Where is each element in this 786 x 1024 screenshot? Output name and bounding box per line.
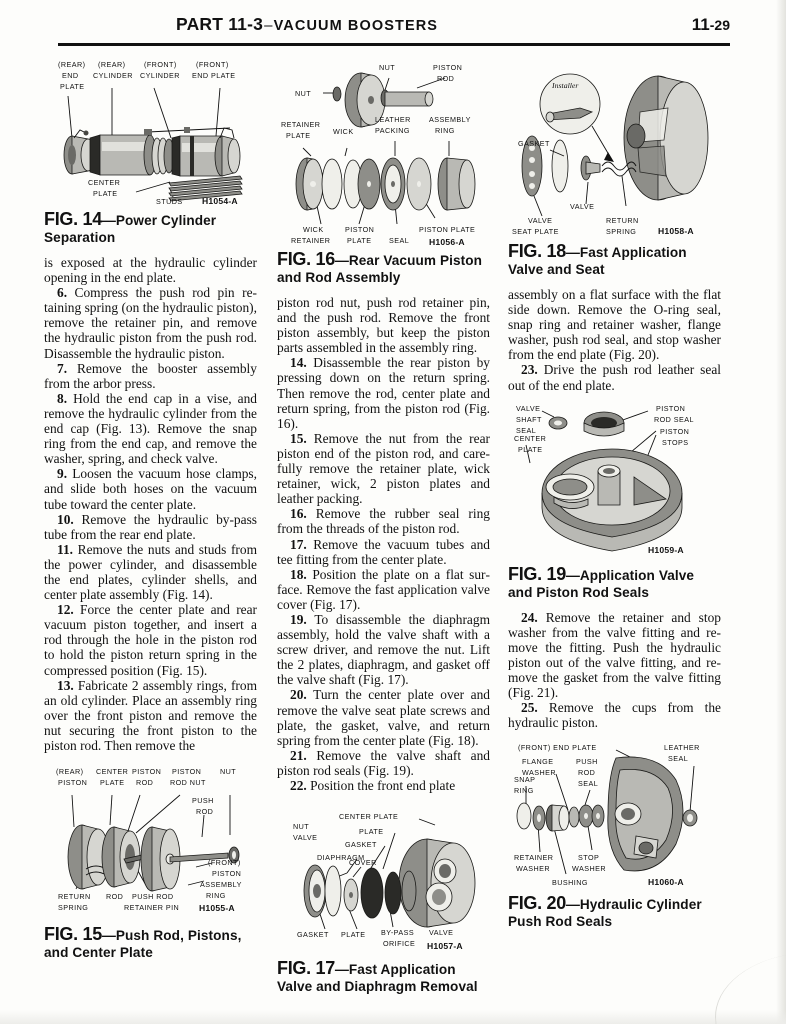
fig18-label-2: VALVE (528, 216, 553, 225)
fig14-label-6: CYLINDER (140, 71, 180, 80)
fig16-label-1: NUT (379, 63, 396, 72)
col2-step-0 (277, 355, 490, 430)
figure-20-caption (508, 895, 721, 930)
fig16-label-2: PISTON (433, 63, 463, 72)
header-rule (58, 43, 730, 46)
figure-19-illustration (508, 401, 721, 561)
col2-step-6-num: 20. (290, 687, 307, 703)
col1-step-4-text: Remove the hydraulic by-pass tube from the rear end plate. (44, 511, 257, 542)
fig20-label-13: WASHER (572, 864, 606, 874)
fig19-number: FIG. 19 (508, 563, 566, 584)
fig19-label-6: STOPS (662, 437, 689, 447)
fig15-label-13: ASSEMBLY (200, 880, 242, 890)
header-title (176, 14, 438, 35)
fig17-code: H1057-A (427, 941, 463, 952)
fig16-code: H1056-A (429, 237, 465, 246)
folio-sep: - (709, 17, 715, 33)
col1-step-1-text: Remove the booster assembly from the arbor press. (44, 360, 257, 391)
fig19-dash: — (565, 566, 580, 583)
fig14-label-11: STUDS (156, 197, 183, 206)
fig17-label-2: GASKET (345, 840, 377, 850)
col1-step-5 (44, 542, 257, 602)
page-number (692, 15, 730, 35)
figure-17-caption (277, 960, 490, 995)
col3-continued-paragraph: assembly on a flat surface with the flat side down. Remove the O-ring seal, snap ring and retainer washer, flange washer, push rod seal, and stop washer from the end plate (Fig. 20). (508, 287, 721, 363)
fig16-label-15: SEAL (389, 236, 410, 245)
col2-step-1-text: Remove the nut from the rear piston end of the piston rod, and carefully remove the retainer plate, wick retainer, wick, 2 piston plates and leather packing. (277, 430, 490, 507)
fig19-code: H1059-A (648, 544, 684, 555)
fig18-title: Fast Application Valve and Seat (508, 245, 687, 277)
fig18-label-3: SEAT PLATE (512, 227, 559, 236)
fig14-label-10: PLATE (93, 189, 118, 198)
fig16-label-5: PLATE (286, 131, 311, 140)
fig17-label-0: CENTER PLATE (339, 812, 399, 822)
fig18-number: FIG. 18 (508, 241, 566, 261)
fig20-label-10: RETAINER (514, 853, 554, 863)
col1-step-3 (44, 466, 257, 511)
fig14-label-8: END PLATE (192, 71, 236, 80)
col1-step-2-num: 8. (57, 390, 68, 406)
fig18-label-5: SPRING (606, 227, 637, 236)
fig20-label-8: SNAP (514, 775, 536, 785)
figure-14 (44, 56, 257, 246)
fig20-label-14: BUSHING (552, 878, 588, 888)
fig19-label-1: SHAFT (516, 414, 542, 424)
column-2-body (277, 295, 490, 793)
fig15-label-9: PUSH (192, 796, 214, 806)
page-header (58, 14, 730, 48)
fig15-label-15: RETURN (58, 892, 91, 902)
fig17-label-1: PLATE (359, 827, 384, 837)
col2-step-3 (277, 537, 490, 567)
col2-step-4-text: Position the plate on a flat surface. Remove the fast application valve cover (Fig. 17). (277, 566, 490, 612)
col1-step-6-text: Force the center plate and rear vacuum piston together, and insert a rod through the hole in the piston rod to hold the piston return spring in the compressed position (Fig. 15). (44, 602, 257, 678)
fig15-label-14: RING (206, 891, 226, 901)
fig19-label-8: PLATE (518, 444, 543, 454)
fig15-label-11: (FRONT) (208, 858, 241, 868)
fig14-code: H1054-A (202, 196, 238, 206)
fig16-number: FIG. 16 (277, 249, 335, 269)
fig16-label-10: RING (435, 126, 455, 135)
col3-step-23-text: Drive the push rod leather seal out of the end plate. (508, 362, 721, 393)
fig20-label-7: SEAL (578, 779, 599, 789)
figure-18 (508, 56, 721, 278)
fig19-label-7: CENTER (514, 433, 547, 443)
fig20-code: H1060-A (648, 877, 684, 888)
col1-step-2 (44, 391, 257, 466)
col3-step-24-num: 24. (521, 609, 538, 625)
fig14-label-1: END (62, 71, 79, 80)
fig17-dash: — (334, 961, 349, 978)
col2-step-0-num: 14. (290, 355, 307, 371)
fig20-label-2: SEAL (668, 754, 689, 764)
figure-18-illustration (508, 56, 721, 238)
col2-step-6-text: Turn the center plate over and remove the valve seat plate screws and plate, the gasket, valve, and return spring from the center plate (Fig. 18). (277, 687, 491, 748)
figure-16-caption (277, 251, 490, 286)
col1-step-2-text: Hold the end cap in a vise, and remove the hydraulic cylinder from the end cap (Fig. 13). Remove the snap ring from the end cap, and remove the washer, spring, and check valve. (44, 390, 257, 467)
fig16-label-16: PISTON PLATE (419, 225, 476, 234)
fig17-label-4: NUT (293, 822, 310, 832)
fig14-number: FIG. 14 (44, 209, 102, 229)
fig14-dash: — (101, 212, 116, 228)
fig20-label-12: STOP (578, 853, 600, 863)
fig18-label-0: GASKET (518, 139, 550, 148)
fig17-title: Fast Application Valve and Diaphragm Removal (277, 962, 478, 995)
col2-step-4-num: 18. (290, 566, 307, 582)
col1-step-5-text: Remove the nuts and studs from the power cylinder, and disassemble the end plates, cylinder shells, and center plate assembly (Fig. 14). (44, 541, 257, 603)
fig16-label-7: LEATHER (375, 115, 411, 124)
fig18-code: H1058-A (658, 226, 694, 236)
figure-16 (277, 56, 490, 286)
col2-step-6 (277, 687, 490, 747)
fig20-label-5: PUSH (576, 757, 598, 767)
column-1 (44, 56, 257, 961)
column-1-body (44, 255, 257, 753)
fig15-dash: — (101, 927, 116, 944)
header-section-title: VACUUM BOOSTERS (273, 18, 439, 34)
fig15-title: Push Rod, Pistons, and Center Plate (44, 928, 242, 961)
fig20-title: Hydraulic Cylinder Push Rod Seals (508, 897, 702, 930)
col3-step-24 (508, 610, 721, 701)
figure-20-illustration (508, 740, 721, 890)
col2-step-2-text: Remove the rubber seal ring from the threads of the piston rod. (277, 506, 490, 537)
fig15-label-1: PISTON (58, 778, 88, 788)
scan-edge-bottom (0, 1010, 786, 1024)
col1-step-4-num: 10. (57, 511, 74, 527)
fig15-code: H1055-A (199, 903, 235, 914)
fig16-label-9: ASSEMBLY (429, 115, 471, 124)
col1-continued-paragraph: is exposed at the hydraulic cylinder opening in the end plate. (44, 255, 257, 286)
fig18-label-1: VALVE (570, 202, 595, 211)
fig17-label-11: VALVE (429, 928, 454, 938)
col2-step-4 (277, 567, 490, 612)
fig17-label-5: VALVE (293, 833, 318, 843)
fig20-label-11: WASHER (516, 864, 550, 874)
fig16-dash: — (334, 252, 349, 268)
fig20-label-0: (FRONT) END PLATE (518, 743, 597, 753)
col2-step-7-text: Remove the valve shaft and piston rod seals (Fig. 19). (277, 747, 490, 778)
col2-step-1 (277, 431, 490, 506)
col1-step-7-text: Fabricate 2 assembly rings, from an old cylinder. Place an assembly ring over the front piston and remove the nut securing the front piston to the piston rod. Then remove the (44, 677, 257, 753)
figure-17 (277, 805, 490, 995)
header-dash: – (264, 17, 273, 34)
scan-edge-right (776, 0, 786, 1024)
col2-step-5-num: 19. (290, 611, 307, 627)
fig16-label-0: NUT (295, 89, 312, 98)
fig15-label-2: CENTER (96, 767, 129, 777)
fig16-title: Rear Vacuum Piston and Rod Assembly (277, 253, 483, 285)
col2-step-1-num: 15. (290, 430, 307, 446)
col1-step-4 (44, 512, 257, 542)
col1-step-0-text: Compress the push rod pin retaining spring (on the hydraulic piston), remove the retainer pin, and remove the hydraulic piston from the push rod. Disassemble the hydraulic piston. (44, 285, 257, 361)
col1-step-1 (44, 361, 257, 391)
col2-step-2-num: 16. (290, 506, 307, 522)
col1-step-3-text: Loosen the vacuum hose clamps, and slide both hoses on the vacuum tube toward the center plate. (44, 466, 257, 512)
fig15-label-7: ROD NUT (170, 778, 206, 788)
fig20-label-3: FLANGE (522, 757, 554, 767)
fig19-label-0: VALVE (516, 403, 541, 413)
fig14-label-7: (FRONT) (196, 60, 229, 69)
fig16-label-4: RETAINER (281, 120, 321, 129)
fig15-label-6: PISTON (172, 767, 202, 777)
fig17-label-10: ORIFICE (383, 939, 416, 949)
fig15-label-4: PISTON (132, 767, 162, 777)
fig17-label-9: BY-PASS (381, 928, 415, 938)
col2-step-8-num: 22. (290, 778, 307, 793)
figure-15-illustration (44, 763, 257, 921)
figure-14-caption (44, 211, 257, 246)
fig15-label-17: ROD (106, 892, 124, 902)
fig15-label-5: ROD (136, 778, 154, 788)
header-part-label: PART 11-3 (176, 14, 264, 34)
col1-step-6-num: 12. (57, 602, 74, 618)
fig16-label-8: PACKING (375, 126, 410, 135)
folio-sub: 29 (714, 17, 730, 33)
fig16-label-13: PISTON (345, 225, 375, 234)
fig17-label-7: GASKET (297, 930, 329, 940)
figure-17-illustration (277, 805, 490, 955)
col1-step-6 (44, 602, 257, 677)
fig17-label-6: COVER (349, 858, 377, 868)
fig19-label-2: SEAL (516, 425, 537, 435)
figure-20 (508, 740, 721, 930)
fig16-label-12: RETAINER (291, 236, 331, 245)
fig15-label-3: PLATE (100, 778, 125, 788)
fig15-label-8: NUT (220, 767, 237, 777)
fig15-label-12: PISTON (212, 869, 242, 879)
column-2 (277, 56, 490, 995)
fig20-label-9: RING (514, 786, 534, 796)
col1-step-3-num: 9. (57, 466, 68, 482)
col2-step-5-text: To disassemble the diaphragm assembly, hold the valve shaft with a screw driver, and remove the nut. Lift the 2 plates, diaphragm, and gasket off the valve shaft (Fig. 17). (277, 611, 490, 688)
fig20-dash: — (565, 896, 580, 913)
figure-19-caption (508, 563, 721, 601)
fig15-number: FIG. 15 (44, 924, 102, 945)
fig17-number: FIG. 17 (277, 958, 335, 979)
page-curl (711, 953, 786, 1024)
fig14-label-2: PLATE (60, 82, 85, 91)
fig20-label-6: ROD (578, 768, 596, 778)
fig18-installer-label: Installer (552, 81, 579, 90)
fig18-dash: — (565, 244, 580, 260)
fig14-title: Power Cylinder Separation (44, 213, 217, 245)
fig14-label-9: CENTER (88, 178, 121, 187)
col3-step-24-text: Remove the retainer and stop washer from the valve fitting and remove the fitting. Push the hydraulic piston out of the valve fitting, and remove the gasket from the valve fitting (Fig. 21). (508, 609, 721, 701)
fig14-label-0: (REAR) (58, 60, 86, 69)
fig15-label-19: RETAINER PIN (124, 903, 180, 913)
col2-step-7-num: 21. (290, 747, 307, 763)
fig17-label-8: PLATE (341, 930, 366, 940)
fig16-label-3: ROD (437, 74, 455, 83)
fig16-label-11: WICK (303, 225, 324, 234)
fig15-label-10: ROD (196, 807, 214, 817)
col3-step-23 (508, 362, 721, 392)
col2-step-8-text: Position the front end plate (310, 778, 456, 793)
col2-step-7 (277, 748, 490, 778)
fig20-number: FIG. 20 (508, 893, 566, 914)
col2-step-3-num: 17. (290, 536, 307, 552)
fig16-label-14: PLATE (347, 236, 372, 245)
fig20-label-4: WASHER (522, 768, 556, 778)
col1-step-1-num: 7. (57, 360, 68, 376)
col1-step-0 (44, 285, 257, 360)
fig19-label-4: ROD SEAL (654, 414, 694, 424)
col2-step-5 (277, 612, 490, 687)
folio-main: 11 (691, 15, 710, 34)
figure-15 (44, 763, 257, 961)
column-3-body-bottom (508, 610, 721, 731)
column-3-body-top (508, 287, 721, 393)
fig20-label-1: LEATHER (664, 743, 700, 753)
col2-step-8 (277, 778, 490, 793)
fig14-label-3: (REAR) (98, 60, 126, 69)
col1-step-7 (44, 678, 257, 753)
fig19-title: Application Valve and Piston Rod Seals (508, 567, 695, 600)
col3-step-25 (508, 700, 721, 730)
col1-step-0-num: 6. (57, 285, 68, 301)
fig17-label-3: DIAPHRAGM (317, 853, 365, 863)
figure-19 (508, 401, 721, 601)
fig14-label-4: CYLINDER (93, 71, 133, 80)
col2-step-0-text: Disassemble the rear piston by pressing down on the return spring. Then remove the rod, center plate and return spring, from the piston rod (Fig. 16). (277, 355, 490, 431)
fig16-label-6: WICK (333, 127, 354, 136)
fig15-label-18: PUSH ROD (132, 892, 174, 902)
col3-step-25-num: 25. (521, 700, 538, 716)
col3-step-25-text: Remove the cups from the hydraulic piston. (508, 700, 721, 731)
fig19-label-5: PISTON (660, 426, 690, 436)
fig15-label-0: (REAR) (56, 767, 84, 777)
col1-step-5-num: 11. (57, 541, 73, 557)
figure-15-caption (44, 926, 257, 961)
figure-16-illustration (277, 56, 490, 246)
col2-step-2 (277, 506, 490, 536)
fig18-label-4: RETURN (606, 216, 639, 225)
figure-18-caption (508, 243, 721, 278)
fig19-label-3: PISTON (656, 403, 686, 413)
col2-step-3-text: Remove the vacuum tubes and tee fitting from the center plate. (277, 536, 490, 567)
col1-step-7-num: 13. (57, 677, 74, 693)
fig15-label-16: SPRING (58, 903, 89, 913)
col3-step-23-num: 23. (521, 362, 538, 378)
fig14-label-5: (FRONT) (144, 60, 177, 69)
figure-14-illustration (44, 56, 257, 206)
col2-continued-paragraph: piston rod nut, push rod retainer pin, and the push rod. Remove the front piston assembly, but keep the piston parts assembled in the assembly ring. (277, 295, 490, 356)
column-3 (508, 56, 721, 930)
